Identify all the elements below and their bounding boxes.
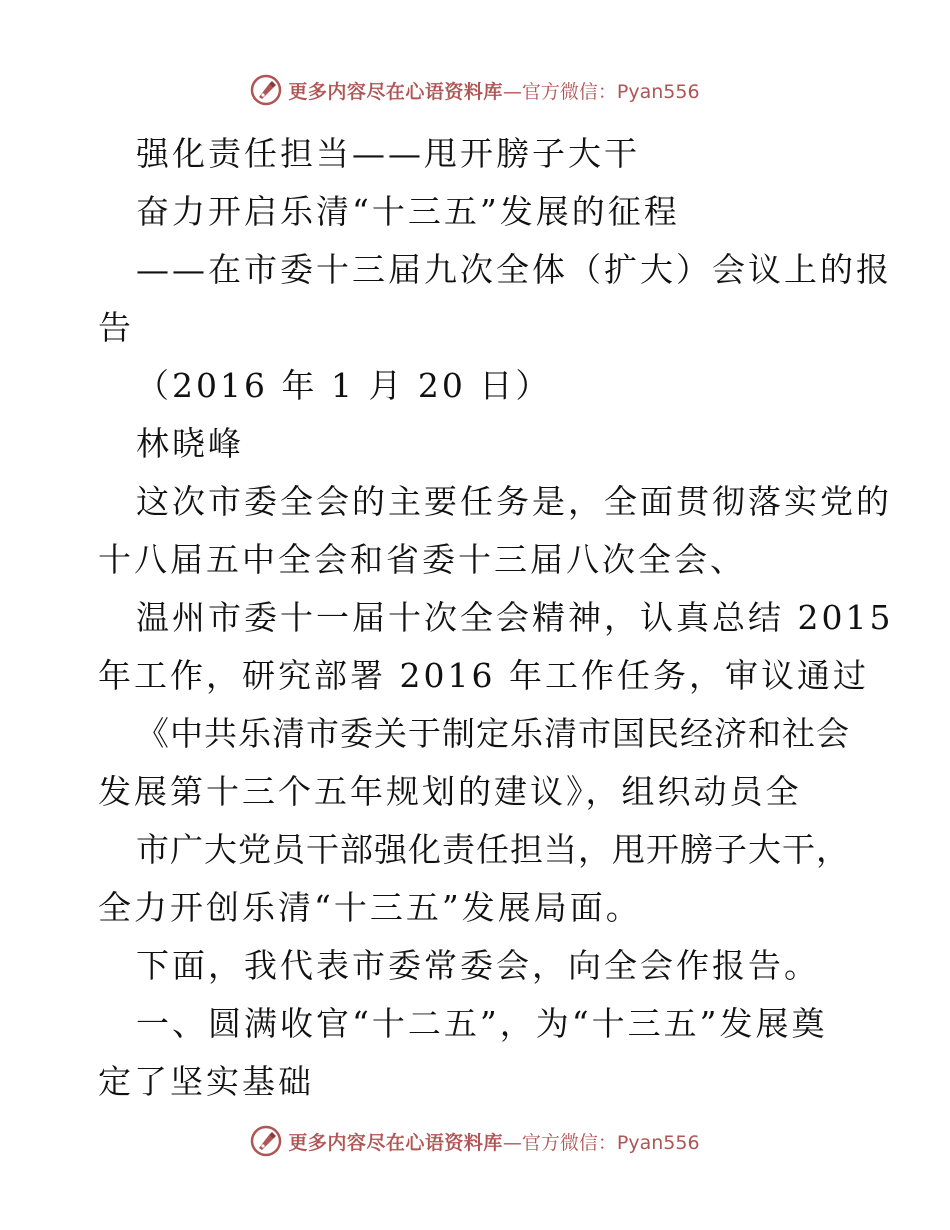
- watermark-main-text: 更多内容尽在心语资料库: [288, 1131, 503, 1154]
- paragraph-line: 发展第十三个五年规划的建议》，组织动员全: [98, 772, 802, 811]
- watermark-header: [0, 72, 950, 108]
- pen-nib-logo-icon: [250, 74, 282, 106]
- paragraph-line: 年工作，研究部署 2016 年工作任务，审议通过: [98, 656, 869, 695]
- paragraph-line: 下面，我代表市委常委会，向全会作报告。: [136, 946, 820, 985]
- paragraph-line: 温州市委十一届十次全会精神，认真总结 2015: [136, 598, 894, 637]
- paragraph-line: 市广大党员干部强化责任担当，甩开膀子大干，: [136, 830, 850, 869]
- title-line-2: 奋力开启乐清“十三五”发展的征程: [136, 192, 680, 231]
- paragraph-line: 十八届五中全会和省委十三届八次全会、: [98, 540, 746, 579]
- section-heading-line-1: 一、圆满收官“十二五”，为“十三五”发展奠: [136, 1004, 828, 1043]
- paragraph-line: 全力开创乐清“十三五”发展局面。: [98, 888, 642, 927]
- date-line: （2016 年 1 月 20 日）: [136, 366, 552, 405]
- watermark-footer: [0, 1123, 950, 1159]
- section-heading-line-2: 定了坚实基础: [98, 1062, 314, 1101]
- author-line: 林晓峰: [136, 424, 244, 463]
- title-line-1: 强化责任担当——甩开膀子大干: [136, 134, 640, 173]
- watermark-suffix-text: —官方微信：Pyan556: [502, 80, 700, 103]
- subtitle-line-1: ——在市委十三届九次全体（扩大）会议上的报: [136, 250, 892, 289]
- paragraph-line: 《中共乐清市委关于制定乐清市国民经济和社会: [136, 714, 850, 753]
- watermark-main-text: 更多内容尽在心语资料库: [288, 80, 503, 103]
- paragraph-line: 这次市委全会的主要任务是，全面贯彻落实党的: [136, 482, 892, 521]
- watermark-suffix-text: —官方微信：Pyan556: [502, 1131, 700, 1154]
- subtitle-line-2: 告: [98, 308, 134, 347]
- pen-nib-logo-icon: [250, 1125, 282, 1157]
- document-body: [98, 125, 894, 1111]
